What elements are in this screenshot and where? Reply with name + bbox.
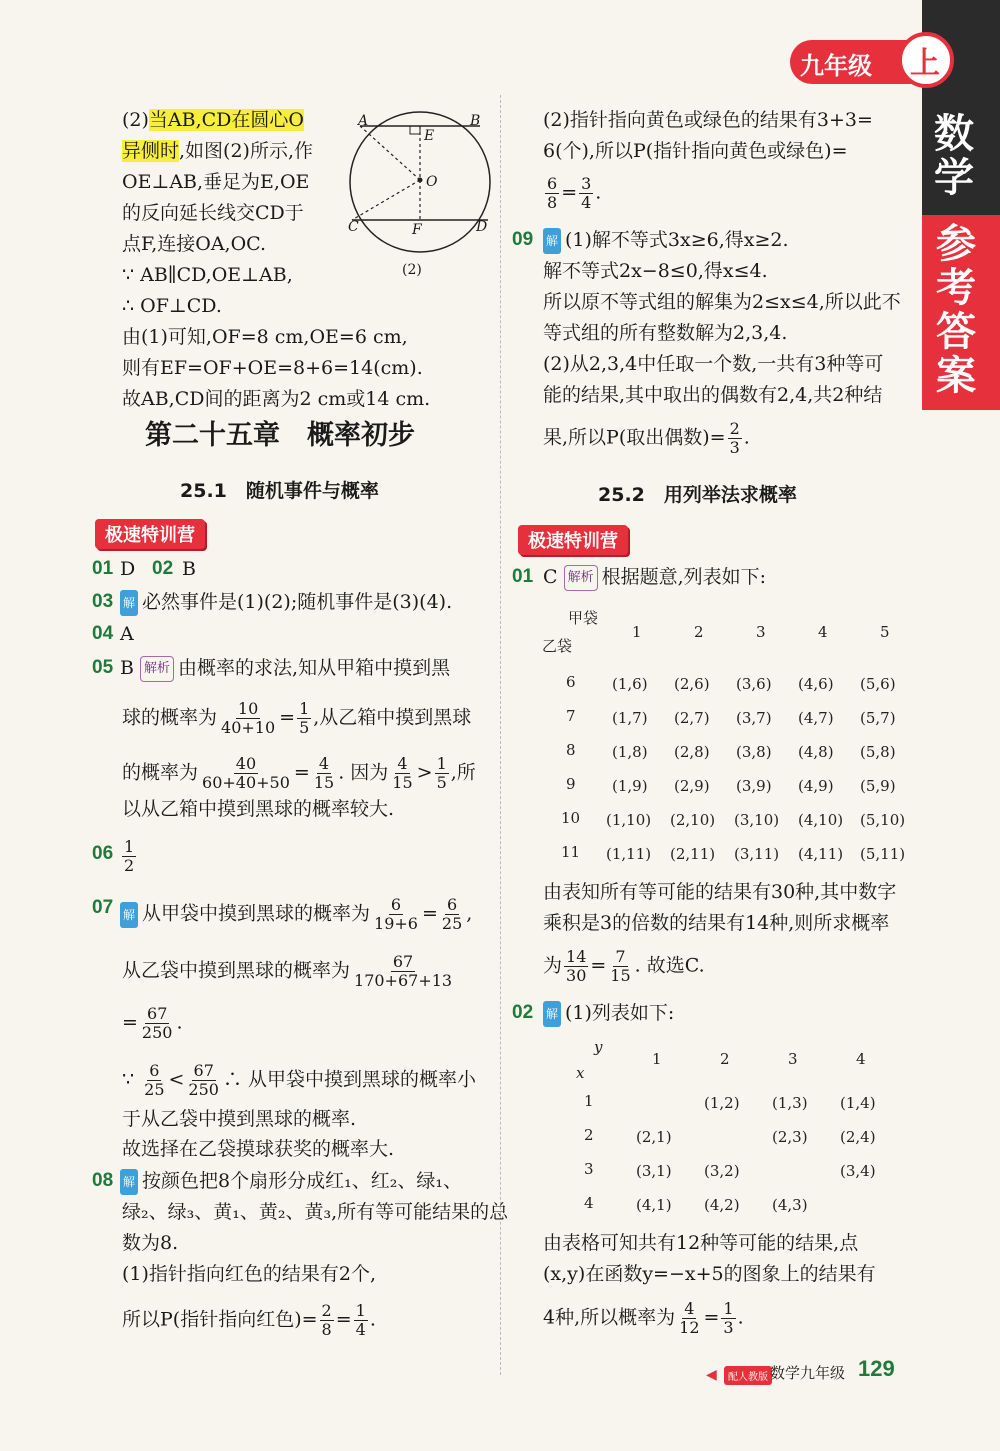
q02r-s3-text: 4种,所以概率为: [543, 1306, 676, 1329]
fraction: $\frac{2}{3}$: [729, 419, 740, 457]
q08-text1: 按颜色把8个扇形分成红₁、红₂、绿₁、: [142, 1170, 462, 1192]
volume-label: 上: [910, 46, 940, 81]
fig-label-a: A: [358, 113, 369, 129]
q05-text3a: 的概率为: [122, 761, 199, 784]
q08-num: 08: [92, 1170, 114, 1191]
table1-corner-top: 甲袋: [568, 609, 599, 627]
q08-line4: (1)指针指向红色的结果有2个,: [122, 1263, 377, 1285]
p2-line5: 点F,连接OA,OC.: [122, 233, 267, 255]
table1-row-head: 7: [566, 707, 576, 725]
fraction: $\frac{4}{15}$: [313, 754, 335, 792]
table2-col: 4: [856, 1050, 866, 1068]
table-cell: (1,11): [606, 845, 652, 863]
fraction: $\frac{2}{8}$: [321, 1301, 332, 1339]
q01r-s3: 为 $\frac{14}{30}$ = $\frac{7}{15}$ . 故选C.: [543, 947, 705, 985]
from-line: 由(1)可知,OF=8 cm,OE=6 cm,: [122, 326, 408, 348]
fraction: $\frac{6}{25}$: [441, 895, 463, 933]
table-cell: (5,9): [860, 777, 896, 795]
table-cell: (3,1): [636, 1162, 672, 1180]
table-xy: [560, 1036, 900, 1221]
table1-row-head: 10: [561, 809, 581, 827]
q09-line1: [543, 228, 789, 254]
conclusion-line: 故AB,CD间的距离为2 cm或14 cm.: [122, 388, 431, 410]
q02r-s3: 4种,所以概率为 $\frac{4}{12}$ = $\frac{1}{3}$ .: [543, 1299, 744, 1337]
p2-line1: (2)当AB,CD在圆心O: [122, 109, 304, 131]
q05-line4: 以从乙箱中摸到黑球的概率较大.: [122, 798, 395, 820]
fraction: $\frac{1}{4}$: [355, 1301, 366, 1339]
q07-line3: = $\frac{67}{250}$ .: [122, 1004, 183, 1042]
table-cell: (2,11): [670, 845, 716, 863]
table-cell: (2,7): [674, 709, 710, 727]
table1-row-head: 11: [561, 843, 581, 861]
fraction: $\frac{6}{8}$: [547, 174, 558, 212]
badge-left: 极速特训营: [95, 519, 205, 549]
p2-line4: 的反向延长线交CD于: [122, 202, 304, 224]
section-label: 参考答案: [936, 221, 976, 399]
table-cell: (5,6): [860, 675, 896, 693]
q04-answer: A: [120, 623, 134, 645]
q09-line2: 解不等式2x−8≤0,得x≤4.: [543, 260, 768, 282]
table2-corner-top: y: [594, 1038, 603, 1056]
fraction: $\frac{7}{15}$: [610, 947, 631, 985]
q01r-s1: 由表知所有等可能的结果有30种,其中数字: [543, 881, 897, 903]
table-cell: (1,3): [772, 1094, 808, 1112]
q02-answer: B: [182, 558, 196, 580]
table-cell: (3,2): [704, 1162, 740, 1180]
q09-line3: 所以原不等式组的解集为2≤x≤4,所以此不: [543, 291, 901, 313]
fraction: $\frac{1}{3}$: [723, 1299, 734, 1337]
fig-label-f: F: [412, 222, 422, 238]
fraction: $\frac{6}{19+6}$: [374, 895, 418, 933]
q07-line1: 解 从甲袋中摸到黑球的概率为 $\frac{6}{19+6}$ = $\frac{6}{25}$ ,: [120, 896, 472, 933]
fraction: $\frac{3}{4}$: [581, 174, 592, 212]
table2-row-head: 1: [584, 1092, 594, 1110]
table1-col: 3: [756, 623, 766, 641]
fig-label-b: B: [470, 113, 481, 129]
q01r-line: [543, 565, 766, 591]
fraction: $\frac{10}{40+10}$: [221, 699, 276, 737]
q01r-answer: C: [543, 566, 558, 588]
q05-line3: 的概率为 $\frac{40}{60+40+50}$ = $\frac{4}{15}$ . 因为 $\frac{4}{15}$ > $\frac{1}{5}$ ,所: [122, 754, 476, 792]
q01r-s3b: . 故选C.: [634, 954, 705, 977]
q01r-s3a: 为: [543, 954, 563, 977]
q03-num: 03: [92, 591, 114, 612]
q01-num: 01: [92, 558, 114, 579]
table1-row-head: 6: [566, 673, 576, 691]
solve-icon: 解: [120, 590, 138, 616]
q05-text2b: ,从乙箱中摸到黑球: [313, 706, 472, 729]
grade-label: 九年级: [800, 52, 872, 80]
r-line1: (2)指针指向黄色或绿色的结果有3+3=: [543, 109, 873, 131]
table1-col: 2: [694, 623, 704, 641]
q08-line5: 所以P(指针指向红色)= $\frac{2}{8}$ = $\frac{1}{4}$ .: [122, 1301, 376, 1339]
q05-num: 05: [92, 657, 114, 678]
fraction: $\frac{4}{15}$: [392, 754, 413, 792]
q02r-num: 02: [512, 1002, 534, 1023]
table1-col: 4: [818, 623, 828, 641]
fig-label-e: E: [424, 128, 435, 144]
solve-icon: 解: [120, 902, 138, 928]
because-line: ∵ AB∥CD,OE⊥AB,: [122, 264, 293, 286]
fraction: $\frac{40}{60+40+50}$: [202, 754, 290, 792]
subject-label: 数学: [934, 111, 974, 201]
fraction: $\frac{67}{250}$: [188, 1061, 219, 1099]
fraction: $\frac{4}{12}$: [679, 1299, 700, 1337]
table2-col: 2: [720, 1050, 730, 1068]
solve-icon: 解: [120, 1169, 138, 1195]
table-cell: (4,2): [704, 1196, 740, 1214]
page-number: 129: [858, 1356, 895, 1381]
table1-row-head: 9: [566, 775, 576, 793]
section-title-left: 25.1 随机事件与概率: [180, 480, 379, 502]
fraction: $\frac{6}{25}$: [144, 1061, 165, 1099]
q08-text5: 所以P(指针指向红色)=: [122, 1308, 318, 1331]
table-jia-yi: [530, 605, 920, 875]
table-cell: (3,6): [736, 675, 772, 693]
q08-line1: [120, 1169, 462, 1195]
q07-text4: ∴ 从甲袋中摸到黑球的概率小: [222, 1068, 477, 1091]
q07-text1: 从甲袋中摸到黑球的概率为: [142, 902, 371, 925]
table2-row-head: 3: [584, 1160, 594, 1178]
p2-highlight-1: 当AB,CD在圆心O: [148, 109, 304, 131]
table1-col: 1: [632, 623, 642, 641]
fig-label-c: C: [348, 219, 359, 235]
fraction: $\frac{1}{5}$: [436, 754, 447, 792]
q09-line4: 等式组的所有整数解为2,3,4.: [543, 322, 788, 344]
q02r-s1: 由表格可知共有12种等可能的结果,点: [543, 1232, 859, 1254]
table2-col: 3: [788, 1050, 798, 1068]
q09-line5: (2)从2,3,4中任取一个数,一共有3种等可: [543, 353, 884, 375]
q09-text7: 果,所以P(取出偶数)=: [543, 426, 726, 449]
table-cell: (3,4): [840, 1162, 876, 1180]
q01-answer: D: [120, 558, 136, 580]
solve-icon: 解: [543, 228, 561, 254]
table2-corner-bottom: x: [576, 1064, 585, 1082]
table-cell: (2,3): [772, 1128, 808, 1146]
q03-line: [120, 590, 452, 616]
table2-row-head: 2: [584, 1126, 594, 1144]
table-cell: (3,11): [734, 845, 780, 863]
q05-line2: 球的概率为 $\frac{10}{40+10}$ = $\frac{1}{5}$ ,从乙箱中摸到黑球: [122, 699, 472, 737]
fraction: $\frac{14}{30}$: [566, 947, 587, 985]
table-cell: (2,1): [636, 1128, 672, 1146]
q07-num: 07: [92, 897, 114, 918]
table-cell: (4,8): [798, 743, 834, 761]
table-cell: (4,7): [798, 709, 834, 727]
table-cell: (3,8): [736, 743, 772, 761]
table2-row-head: 4: [584, 1194, 594, 1212]
column-divider: [500, 95, 502, 1375]
q02r-text1: (1)列表如下:: [565, 1002, 675, 1024]
table1-row-head: 8: [566, 741, 576, 759]
q08-line3: 数为8.: [122, 1232, 179, 1254]
table-cell: (1,2): [704, 1094, 740, 1112]
table-cell: (4,6): [798, 675, 834, 693]
fraction: $\frac{1}{5}$: [299, 699, 310, 737]
table-cell: (1,7): [612, 709, 648, 727]
q05-answer: B: [120, 657, 134, 679]
q05-text1: 由概率的求法,知从甲箱中摸到黑: [178, 657, 451, 679]
q05-text2a: 球的概率为: [122, 706, 218, 729]
r-line2: 6(个),所以P(指针指向黄色或绿色)=: [543, 140, 848, 162]
table-cell: (1,6): [612, 675, 648, 693]
table2-col: 1: [652, 1050, 662, 1068]
fraction: $\frac{67}{250}$: [141, 1004, 173, 1042]
table-cell: (5,10): [860, 811, 906, 829]
q07-text2: 从乙袋中摸到黑球的概率为: [122, 959, 351, 982]
table-cell: (4,1): [636, 1196, 672, 1214]
q02r-s2: (x,y)在函数y=−x+5的图象上的结果有: [543, 1263, 876, 1285]
table-cell: (2,8): [674, 743, 710, 761]
table-cell: (5,11): [860, 845, 906, 863]
table-cell: (1,8): [612, 743, 648, 761]
table-cell: (1,10): [606, 811, 652, 829]
table-cell: (2,6): [674, 675, 710, 693]
p2-line2: 异侧时,如图(2)所示,作: [122, 140, 314, 162]
q09-line6: 能的结果,其中取出的偶数有2,4,共2种结: [543, 384, 883, 406]
table-cell: (5,7): [860, 709, 896, 727]
fig-label-o: O: [426, 174, 438, 190]
q04-num: 04: [92, 623, 114, 644]
fig-label-d: D: [476, 219, 488, 235]
p2-highlight-2: 异侧时: [122, 140, 180, 162]
q01r-text: 根据题意,列表如下:: [601, 566, 767, 588]
table-cell: (2,10): [670, 811, 716, 829]
r-line3: $\frac{6}{8}$ = $\frac{3}{4}$ .: [547, 174, 602, 212]
q07-line6: 故选择在乙袋摸球获奖的概率大.: [122, 1138, 395, 1160]
fraction: $\frac{67}{170+67+13}$: [354, 952, 453, 990]
q07-line2: [122, 953, 456, 990]
q09-line7: 果,所以P(取出偶数)= $\frac{2}{3}$ .: [543, 419, 750, 457]
q07-line4: ∵ $\frac{6}{25}$ < $\frac{67}{250}$ ∴ 从甲袋中摸到黑球的概率小: [122, 1061, 477, 1099]
table-cell: (2,4): [840, 1128, 876, 1146]
table-cell: (4,3): [772, 1196, 808, 1214]
table-cell: (4,9): [798, 777, 834, 795]
table-cell: (3,10): [734, 811, 780, 829]
ef-line: 则有EF=OF+OE=8+6=14(cm).: [122, 357, 423, 379]
table-cell: (2,9): [674, 777, 710, 795]
table-cell: (1,4): [840, 1094, 876, 1112]
table-cell: (3,7): [736, 709, 772, 727]
therefore-line: ∴ OF⊥CD.: [122, 295, 222, 317]
fig-caption: (2): [402, 262, 422, 278]
q06-answer: [120, 838, 138, 875]
table-cell: (5,8): [860, 743, 896, 761]
table1-col: 5: [880, 623, 890, 641]
q05-text3b: . 因为: [338, 761, 389, 784]
q07-line5: 于从乙袋中摸到黑球的概率.: [122, 1108, 357, 1130]
solve-icon: 解: [543, 1001, 561, 1027]
q01r-num: 01: [512, 566, 534, 587]
footer-tag: 配人教版: [724, 1366, 772, 1385]
q05-line1: [120, 656, 450, 682]
jiexi-tag: 解析: [564, 565, 598, 591]
q02-num: 02: [152, 558, 174, 579]
q09-text1: (1)解不等式3x≥6,得x≥2.: [565, 229, 789, 251]
chapter-title: 第二十五章 概率初步: [145, 420, 415, 451]
badge-right: 极速特训营: [518, 525, 628, 555]
q08-line2: 绿₂、绿₃、黄₁、黄₂、黄₃,所有等可能结果的总: [122, 1201, 509, 1223]
q01r-s2: 乘积是3的倍数的结果有14种,则所求概率: [543, 912, 890, 934]
table-cell: (4,10): [798, 811, 844, 829]
footer-text: 数学九年级: [770, 1364, 846, 1382]
fraction: $\frac{1}{2}$: [124, 837, 135, 875]
q03-text: 必然事件是(1)(2);随机事件是(3)(4).: [142, 591, 453, 613]
jiexi-tag: 解析: [140, 656, 174, 682]
q06-num: 06: [92, 843, 114, 864]
q09-num: 09: [512, 229, 534, 250]
q05-text3c: ,所: [450, 761, 476, 784]
p2-line3: OE⊥AB,垂足为E,OE: [122, 171, 310, 193]
q02r-line1: [543, 1001, 674, 1027]
table-cell: (1,9): [612, 777, 648, 795]
footer-arrow-icon: ◀: [706, 1367, 717, 1383]
section-title-right: 25.2 用列举法求概率: [598, 484, 797, 506]
table-cell: (4,11): [798, 845, 844, 863]
table1-corner-bottom: 乙袋: [542, 637, 573, 655]
table-cell: (3,9): [736, 777, 772, 795]
